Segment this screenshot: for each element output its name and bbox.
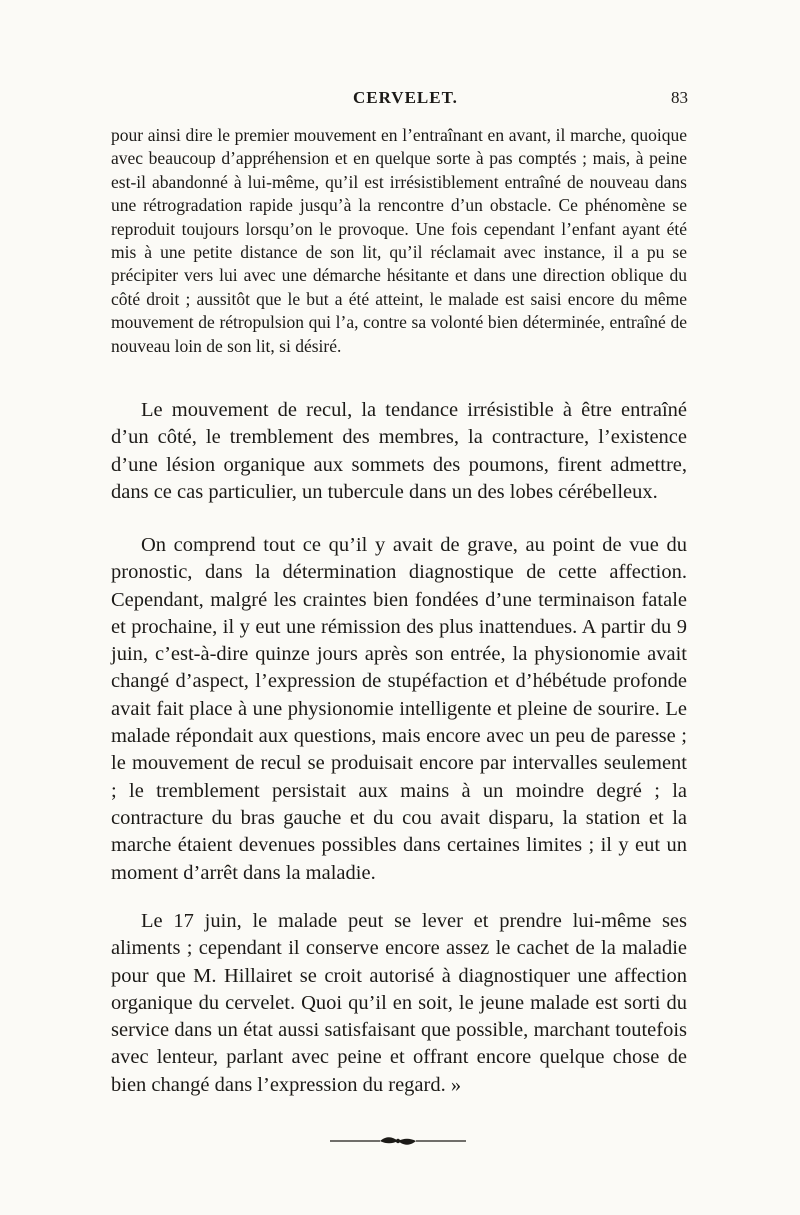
page-number: 83 [671,88,688,107]
paragraph-outcome: Le 17 juin, le malade peut se lever et prendre lui-même ses aliments ; cependant il conserve encore assez le cachet de la maladie pour que M. Hillairet se croit autorisé à diagnostiquer une affection organique du cervelet. Quoi qu’il en soit, le jeune malade est sorti du service dans un état aussi satisfaisant que possible, marchant toutefois avec lenteur, parlant avec peine et offrant encore quelque chose de bien changé dans l’expression du regard. » [111,910,687,1096]
paragraph-continued-quote: pour ainsi dire le premier mouvement en l’entraînant en avant, il marche, quoique avec beaucoup d’appréhension et en quelque sorte à pas comptés ; mais, à peine est-il abandonné à lui-même, qu’il est irrésistiblement entraîné de nouveau dans une rétrogradation rapide jusqu’à la rencontre d’un obstacle. Ce phénomène se reproduit toujours lorsqu’on le provoque. Une fois cependant l’enfant ayant été mis à une petite distance de son lit, qu’il réclamait avec instance, il a pu se précipiter vers lui avec une démarche hésitante et dans une direction oblique du côté droit ; aussitôt que le but a été atteint, le malade est saisi encore du même mouvement de rétropulsion qui l’a, contre sa volonté bien déterminée, entraîné de nouveau loin de son lit, si désiré. [111,125,687,356]
running-title: CERVELET. [353,88,458,107]
paragraph-diagnosis: Le mouvement de recul, la tendance irrésistible à être entraîné d’un côté, le tremblement des membres, la contracture, l’existence d’une lésion organique aux sommets des poumons, firent admettre, dans ce cas particulier, un tubercule dans un des lobes cérébelleux. [111,399,687,503]
page-header [110,88,688,112]
section-end-ornament-icon [328,1135,468,1147]
paragraph-prognosis: On comprend tout ce qu’il y avait de grave, au point de vue du pronostic, dans la détermination diagnostique de cette affection. Cependant, malgré les craintes bien fondées d’une terminaison fatale et prochaine, il y eut une rémission des plus inattendues. A partir du 9 juin, c’est-à-dire quinze jours après son entrée, la physionomie avait changé d’aspect, l’expression de stupéfaction et d’hébétude profonde avait fait place à une physionomie intelligente et pleine de sourire. Le malade répondait aux questions, mais encore avec un peu de paresse ; le mouvement de recul se produisait encore par intervalles seulement ; le tremblement persistait aux mains à un moindre degré ; la contracture du bras gauche et du cou avait disparu, la station et la marche étaient devenues possibles dans certaines limites ; il y eut un moment d’arrêt dans la maladie. [111,534,687,884]
